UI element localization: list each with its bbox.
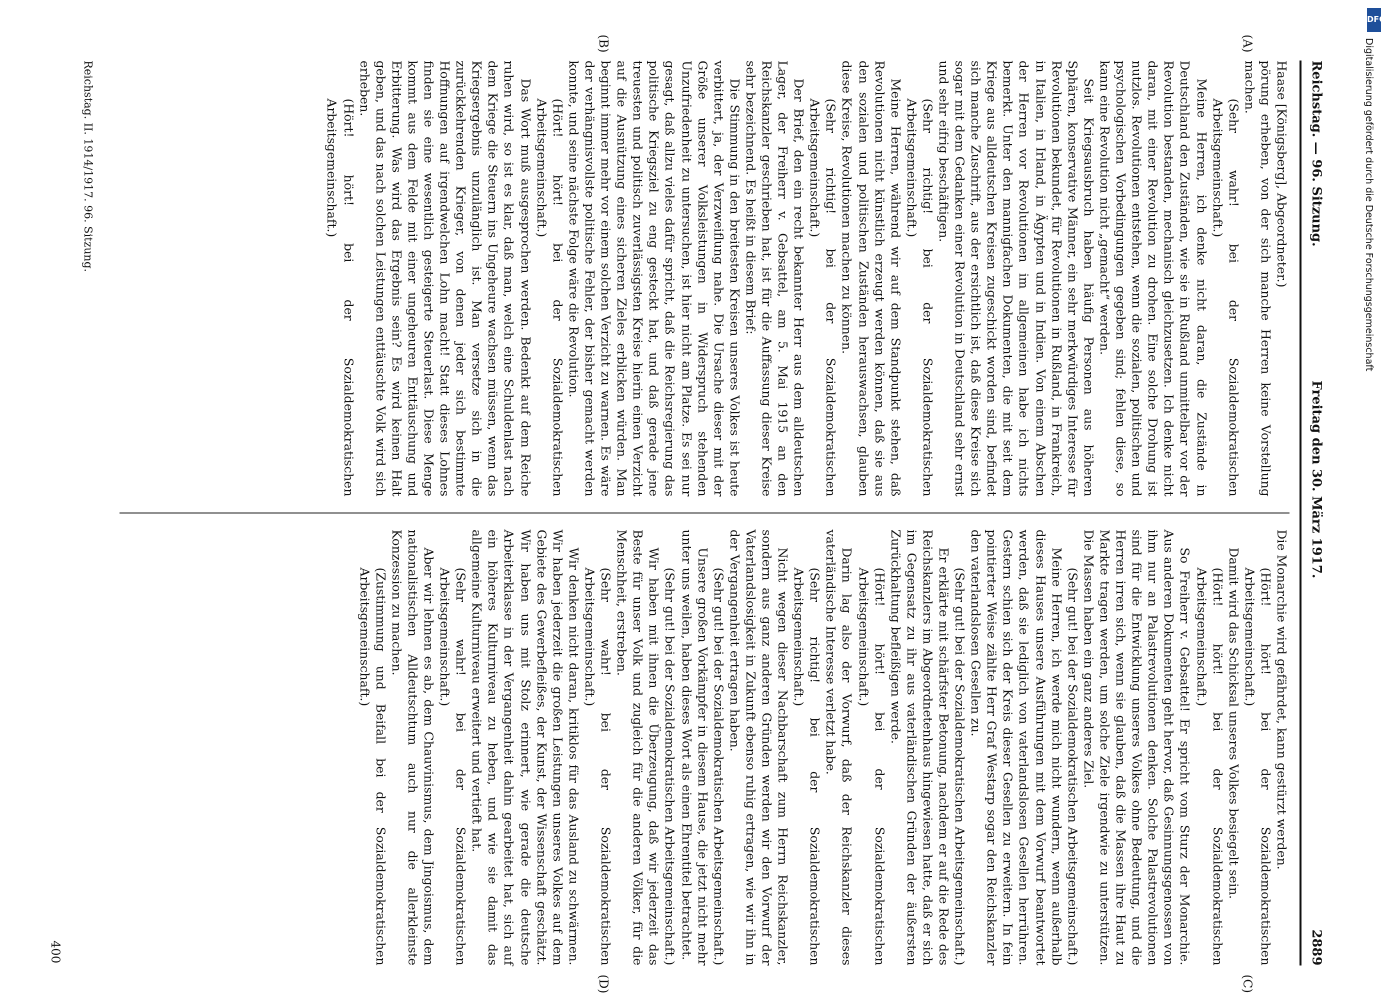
paragraph: Meine Herren, ich denke nicht daran, die Zustände in Deutschland den Zuständen, wie sie in Rußland unmittelbar vor der Revolution bestanden, mechanisch gleichzusetzen. Ich denke nicht daran, mit einer Revolution zu drohen. Eine solche Drohung ist nutzlos. Revolutionen entstehen, wenn die sozialen, politischen und psychologischen Vorbedingungen gegeben sind; fehlen diese, so kann eine Revolution nicht „gemacht“ werden. [1096,60,1209,496]
footer-page-ref: 400 [48,940,62,963]
header-date: Freitag den 30. März 1917. [1308,380,1323,578]
interjection: (Hört! hört! bei der Sozialdemokratischen Arbeitsgemeinschaft.) [324,98,356,496]
margin-mark-b: (B) [596,34,610,53]
paragraph: Der Brief, den ein recht bekannter Herr aus dem alldeutschen Lager, der Freiherr v. Gebsattel, am 5. Mai 1915 an den Reichskanzler geschrieben hat, ist für die Auffassung dieser Kreise sehr bezeichnend. Es heißt in diesem Brief: [742,60,807,496]
header-left: Reichstag. — 96. Sitzung. [1308,60,1323,247]
paragraph: So Freiherr v. Gebsattel! Er spricht vom Sturz der Monarchie. Aus anderen Dokumenten geht hervor, daß Gesinnungsgenossen von ihm nur an Palastrevolutionen denken. Solche Palastrevolutionen sind für die Entwicklung unseres Volkes ohne Bedeutung, und die Herren irren sich, wenn sie glauben, daß die Massen ihre Haut zu Markte tragen werden, um solche Ziele irgendwie zu unterstützen. Die Massen haben ein ganz anderes Ziel. [1080,529,1193,965]
interjection: (Sehr gut! bei der Sozialdemokratischen Arbeitsgemeinschaft.) [1064,567,1080,965]
page-number: 2889 [1308,928,1323,965]
paragraph: Seit Kriegsausbruch haben häufig Personen aus höheren Sphären, konservative Männer, ein sehr merkwürdiges Interesse für Revolutionen bekundet, für Revolutionen in Rußland, in Frankreich, in Italien, in Irland, in Ägypten und in Indien. Von einem Abschen der Herren vor Revolutionen im allgemeinen habe ich nichts bemerkt. Unter den mannigfachen Dokumenten, die mit seit dem Kriege aus alldeutschen Kreisen zugeschickt worden sind, befindet sich manche Zuschrift, aus der ersichtlich ist, daß diese Kreise sich sogar mit dem Gedanken einer Revolution in Deutschland sehr ernst und sehr eifrig beschäftigen. [936,60,1096,496]
interjection: (Hört! hört! bei der Sozialdemokratischen Arbeitsgemeinschaft.) [1241,567,1273,965]
column-divider [119,512,1289,513]
interjection: (Sehr wahr! bei der Sozialdemokratischen Arbeitsgemeinschaft.) [1209,98,1241,496]
paragraph: Aber wir lehnen es ab, dem Chauvinismus, dem Jingoismus, dem nationalistischen Alldeutschtum auch nur die allerkleinste Konzession zu machen. [388,529,437,965]
paragraph: Damit wird das Schicksal unseres Volkes besiegelt sein. [1225,547,1241,899]
margin-mark-a: (A) [1240,34,1254,53]
paragraph: Haase [Königsberg], Abgeordneter.) [1274,60,1289,287]
reichstag-page [23,34,1323,993]
interjection: (Hört! hört! bei der Sozialdemokratischen Arbeitsgemeinschaft.) [855,567,887,965]
paragraph: Die Monarchie wird gefährdet, kann gestürzt werden. [1274,529,1289,870]
interjection: (Sehr wahr! bei der Sozialdemokratischen Arbeitsgemeinschaft.) [581,567,614,965]
digitization-credit-text: Digitalisierung gefördert durch die Deutsche Forschungsgemeinschaft [1363,38,1374,372]
interjection: (Sehr gut! bei der Sozialdemokratischen Arbeitsgemeinschaft.) [662,567,678,965]
paragraph: Die Stimmung in den breitesten Kreisen unseres Volkes ist heute verbittert, ja, der Verzweiflung nahe. Die Ursache dieser mit der Größe unserer Volksleistungen in Widerspruch stehenden Unzufriedenheit zu untersuchen, ist hier nicht am Platze. Es sei nur gesagt, daß allzu vieles dafür spricht, daß die Reichsregierung das politische Kriegsziel zu eng gesteckt hat, und daß gerade jene treuesten und politisch zuverlässigsten Kreise hierin einen Verzicht auf die Ausnützung eines sicheren Zieles erblicken würden. Man beginnt immer mehr vor einem solchen Verzicht zu warnen. Es wäre der verhängnisvollste politische Fehler, der bisher gemacht werden konnte, und seine nächste Folge wäre die Revolution. [565,60,742,496]
paragraph: Wir denken nicht daran, kritiklos für das Ausland zu schwärmen. Wir haben jederzeit die großen Leistungen unseres Volkes auf dem Gebiete des Gewerbefleißes, der Kunst, der Wissenschaft geschätzt. Wir haben uns mit Stolz erinnert, wie gerade die deutsche Arbeiterklasse in der Vergangenheit dahin gearbeitet hat, sich auf ein höheres Kulturniveau zu heben, und wie sie damit das allgemeine Kulturniveau erweitert und vertieft hat. [469,529,581,965]
interjection: (Sehr gut! bei der Sozialdemokratischen Arbeitsgemeinschaft.) [710,567,726,965]
right-column [356,529,1289,965]
interjection: (Sehr richtig! bei der Sozialdemokratischen Arbeitsgemeinschaft.) [903,98,935,496]
left-column [323,60,1289,496]
margin-mark-c: (C) [1240,974,1254,993]
paragraph: Unsere großen Vorkämpfer in diesem Hause, die jetzt nicht mehr unter uns weilen, haben dieses Wort als einen Ehrentitel betrachtet. [678,529,710,965]
footer-left: Reichstag. II. 1914/1917. 96. Sitzung. [81,60,94,272]
interjection: (Hört! hört! bei der Sozialdemokratischen Arbeitsgemeinschaft.) [533,98,565,496]
interjection: (Zustimmung und Beifall bei der Sozialdemokratischen Arbeitsgemeinschaft.) [356,567,388,965]
interjection: (Sehr richtig! bei der Sozialdemokratischen Arbeitsgemeinschaft.) [791,567,823,965]
paragraph: Wir haben mit ihnen die Überzeugung, daß wir jederzeit das Beste für unser Volk und zugleich für die anderen Völker, für die Menschheit, erstreben. [614,529,662,965]
page-header [1303,60,1323,965]
paragraph: Meine Herren, ich werde mich nicht wundern, wenn außerhalb dieses Hauses unsere Ausführungen mit dem Vorwurf beantwortet werden, daß sie lediglich von vaterlandslosen Gesellen herrühren. Gestern schien sich der Kreis dieser Gesellen zu erweitern. In fein pointierter Weise zählte Herr Graf Westarp sogar den Reichskanzler den vaterlandslosen Gesellen zu. [968,529,1064,965]
margin-mark-d: (D) [596,974,610,993]
dfg-logo: DFG [1367,8,1381,32]
header-rule [1299,60,1301,965]
dfg-credit [1363,8,1386,568]
paragraph: Er erklärte mit schärfster Betonung, nachdem er auf die Rede des Reichskanzlers im Abgeordnetenhaus hingewiesen hatte, daß er sich im Gegensatz zu ihr aus vaterländischen Gründen der äußersten Zurückhaltung befleißigen werde. [887,529,952,965]
paragraph: Das Wort muß ausgesprochen werden. Bedenkt auf dem Reiche ruhen wird, so ist es klar, daß man, welch eine Schuldenlast nach dem Kriege die Steuern ins Ungeheure wachsen müssen, wenn das Kriegsergebnis unzulänglich ist. Man versetze sich in die zurückkehrenden Krieger, von denen jeder sich bestimmte Hoffnungen auf irgendwelchen Lohn macht! Statt dieses Lohnes finden sie eine wesentlich gesteigerte Steuerlast. Diese Menge kommt aus dem Felde mit einer ungeheuren Enttäuschung und Erbitterung. Was wird das Ergebnis sein? Es wird keinen Halt geben, und das nach solchen Leistungen enttäuschte Volk wird sich erheben. [356,60,533,496]
interjection: (Sehr richtig! bei der Sozialdemokratischen Arbeitsgemeinschaft.) [807,98,839,496]
paragraph: pörung erheben, von der sich manche Herren keine Vorstellung machen. [1241,60,1273,496]
paragraph: Darin lag also der Vorwurf, daß der Reichskanzler dieses vaterländische Interesse verletzt habe. [823,529,855,965]
paragraph: Nicht wegen dieser Nachbarschaft zum Herrn Reichskanzler, sondern aus ganz anderen Gründen werden wir den Vorwurf der Vaterlandslosigkeit in Zukunft ebenso ruhig ertragen, wie wir ihn in der Vergangenheit ertragen haben. [726,529,791,965]
interjection: (Sehr wahr! bei der Sozialdemokratischen Arbeitsgemeinschaft.) [437,567,469,965]
interjection: (Hört! hört! bei der Sozialdemokratischen Arbeitsgemeinschaft.) [1193,567,1225,965]
interjection: (Sehr gut! bei der Sozialdemokratischen Arbeitsgemeinschaft.) [952,567,968,965]
paragraph: Meine Herren, während wir auf dem Standpunkt stehen, daß Revolutionen nicht künstlich erzeugt werden können, daß sie aus den sozialen und politischen Zuständen herauswachsen, glauben diese Kreise, Revolutionen machen zu können. [839,60,903,496]
